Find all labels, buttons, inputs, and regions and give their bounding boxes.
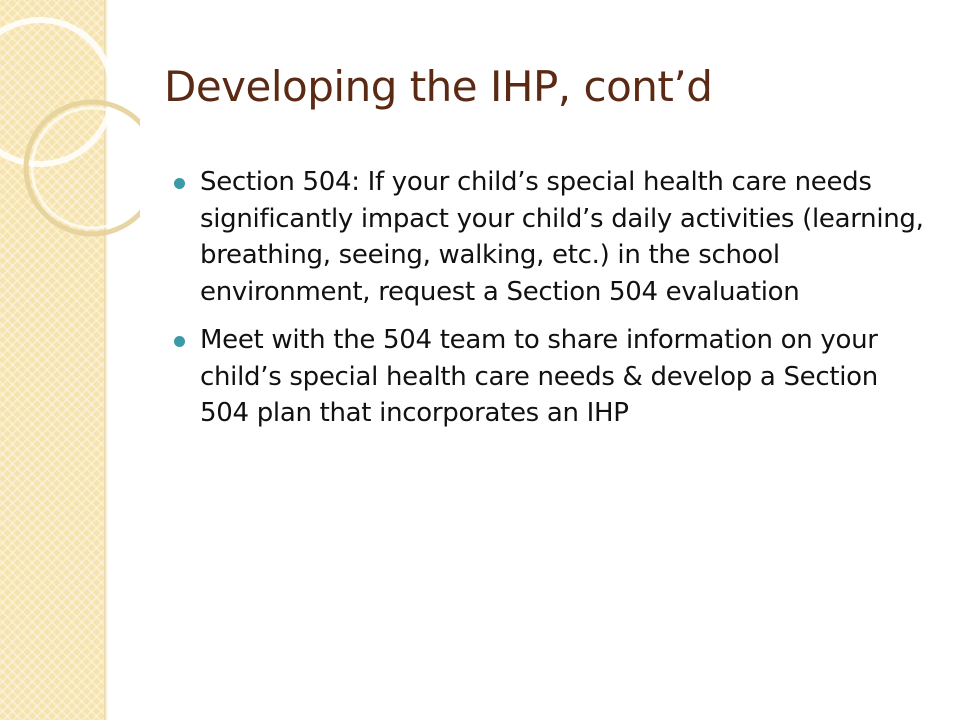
bullet-list [174, 164, 934, 444]
bullet-dot-icon [174, 178, 185, 189]
bullet-dot-icon [174, 336, 185, 347]
bullet-item [174, 164, 934, 310]
slide-title: Developing the IHP, cont’d [164, 62, 713, 111]
decorative-ring-inner [32, 108, 140, 228]
bullet-text: Meet with the 504 team to share information on your child’s special health care needs & develop a Section 504 plan that incorporates an IHP [200, 325, 878, 428]
bullet-text: Section 504: If your child’s special health care needs significantly impact your child’s daily activities (learning, breathing, seeing, walking, etc.) in the school environment, request a Section 504 evaluation [200, 167, 924, 307]
bullet-item [174, 322, 934, 432]
decorative-ring-large [0, 20, 112, 164]
decorative-rings [0, 0, 140, 260]
decorative-ring-small [26, 102, 140, 234]
